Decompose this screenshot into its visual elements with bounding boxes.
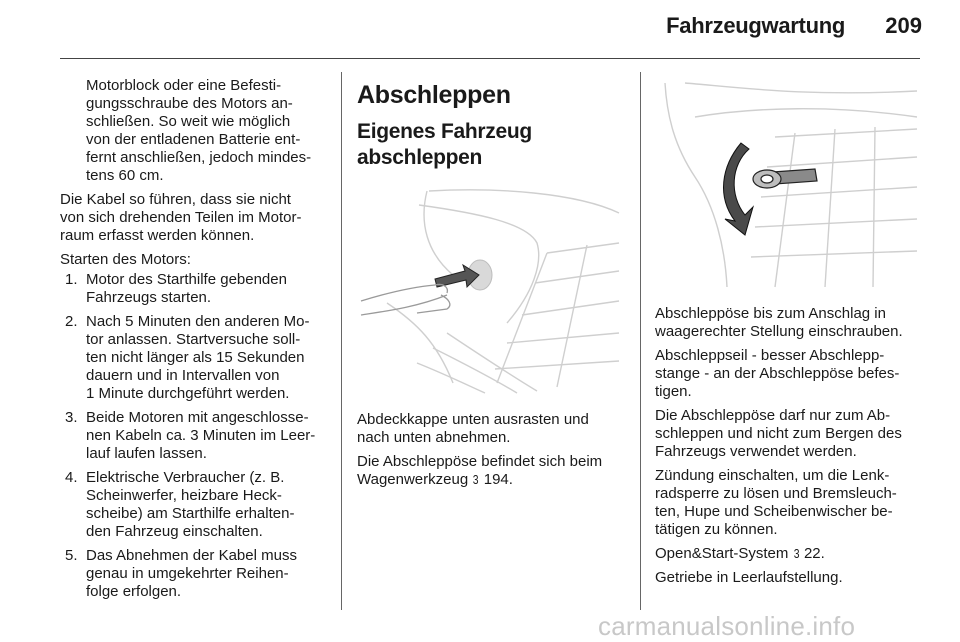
cable-routing-text: Die Kabel so führen, dass sie nicht von sich drehenden Teilen im Motor- raum erfasst werden können.: [60, 191, 302, 244]
step-text: Nach 5 Minuten den anderen Mo- tor anlassen. Startversuche soll- ten nicht länger als 15 Sekunden dauern und in Intervallen von 1 Minute durchgeführt werden.: [86, 313, 310, 402]
steps-list: [60, 271, 332, 601]
tow-rope-text: Abschleppseil - besser Abschlepp- stange - an der Abschleppöse befes- tigen.: [655, 347, 900, 400]
step-text: Beide Motoren mit angeschlosse- nen Kabeln ca. 3 Minuten im Leer- lauf laufen lassen.: [86, 409, 316, 462]
tow-eye-location-text: [357, 453, 629, 489]
ignition-text: Zündung einschalten, um die Lenk- radsperre zu lösen und Bremsleuch- ten, Hupe und Scheibenwischer be- tätigen zu können.: [655, 467, 897, 538]
step-number: 1.: [65, 271, 78, 288]
page-ref-22[interactable]: 22.: [803, 545, 825, 562]
cover-cap-illustration: [357, 183, 622, 395]
remove-cover-text: Abdeckkappe unten ausrasten und nach unten abnehmen.: [357, 411, 589, 446]
step-text: Elektrische Verbraucher (z. B. Scheinwerfer, heizbare Heck- scheibe) am Starthilfe erhalten- den Fahrzeug einschalten.: [86, 469, 295, 540]
open-start-text: [655, 545, 930, 563]
header-rule: [60, 58, 920, 59]
step-item: [60, 409, 332, 463]
column-3: [655, 77, 930, 593]
page-reference-icon: 3: [793, 546, 800, 561]
step-text: Motor des Starthilfe gebenden Fahrzeugs starten.: [86, 271, 287, 306]
starting-heading-text: Starten des Motors:: [60, 251, 191, 268]
page-number: 209: [885, 13, 922, 38]
column-divider-1: [341, 72, 342, 610]
column-2: [357, 77, 629, 495]
column-1: [60, 77, 332, 607]
step-item: [60, 547, 332, 601]
page-reference-icon: 3: [473, 472, 479, 487]
step-text: Das Abnehmen der Kabel muss genau in umgekehrter Reihen- folge erfolgen.: [86, 547, 297, 600]
tow-eye-location-label: Die Abschleppöse befindet sich beim Wagenwerkzeug: [357, 453, 603, 488]
step-number: 3.: [65, 409, 78, 426]
tow-eye-illustration: [655, 77, 918, 289]
step-item: [60, 271, 332, 307]
neutral-gear-text: Getriebe in Leerlaufstellung.: [655, 569, 843, 586]
step-item: [60, 313, 332, 403]
chapter-title: Fahrzeugwartung: [666, 13, 845, 38]
screw-in-tow-eye-text: Abschleppöse bis zum Anschlag in waagerechter Stellung einschrauben.: [655, 305, 903, 340]
continued-text: Motorblock oder eine Befesti- gungsschraube des Motors an- schließen. So weit wie möglich von der entladenen Batterie ent- fernt anschließen, jedoch mindes- tens 60 cm.: [86, 77, 312, 184]
watermark: carmanualsonline.info: [598, 611, 856, 641]
subsection-heading: Eigenes Fahrzeug abschleppen: [357, 120, 532, 169]
open-start-label: Open&Start-System: [655, 545, 793, 562]
step-number: 2.: [65, 313, 78, 330]
step-item: [60, 469, 332, 541]
column-divider-2: [640, 72, 641, 610]
step-number: 4.: [65, 469, 78, 486]
section-heading: Abschleppen: [357, 81, 511, 109]
tow-eye-usage-text: Die Abschleppöse darf nur zum Ab- schleppen und nicht zum Bergen des Fahrzeugs verwendet werden.: [655, 407, 902, 460]
page-ref-194[interactable]: 194.: [483, 471, 513, 488]
step-number: 5.: [65, 547, 78, 564]
